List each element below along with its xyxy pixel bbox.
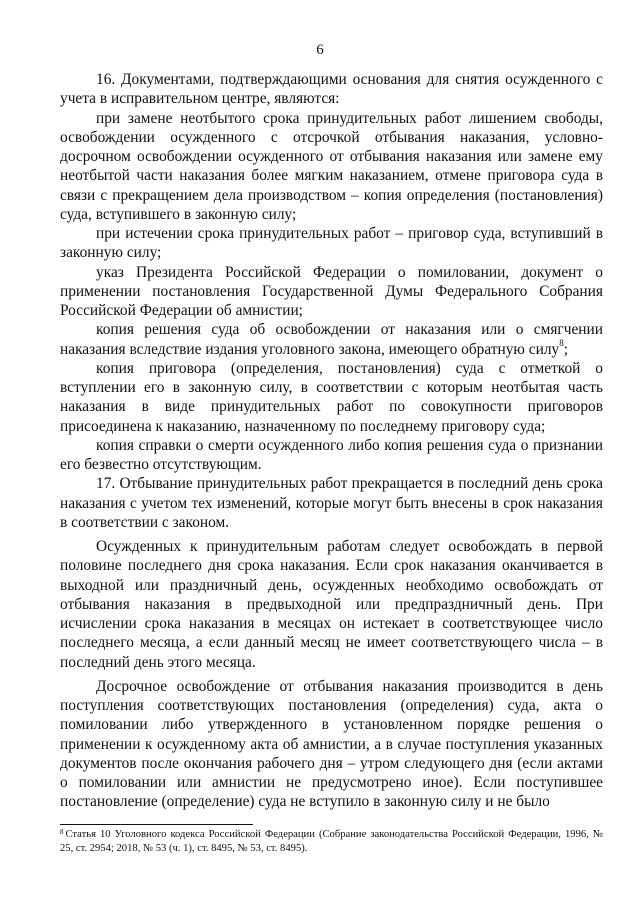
paragraph-court-decision bbox=[60, 320, 603, 359]
paragraph-17: 17. Отбывание принудительных работ прекращается в последний день срока наказания с учетом тех изменений, которые могут быть внесены в срок наказания в соответствии с законом. bbox=[60, 475, 603, 531]
footnote-divider bbox=[60, 824, 253, 825]
paragraph-16-intro: 16. Документами, подтверждающими основания для снятия осужденного с учета в исправительном центре, являются: bbox=[60, 71, 603, 108]
page-number: 6 bbox=[316, 42, 324, 58]
paragraph-early-release: Досрочное освобождение от отбывания наказания производится в день поступления соответствующих постановления (определения) суда, акта о помиловании либо утвержденного в установленном порядке решения о применении к осужденному акта об амнистии, а в случае поступления указанных документов после окончания рабочего дня – утром следующего дня (если актами о помиловании или амнистии не предусмотрено иное). Если поступившее постановление (определение) суда не вступило в законную силу и не было bbox=[60, 677, 603, 811]
paragraph-pardon-decree: указ Президента Российской Федерации о помиловании, документ о применении постановления Государственной Думы Федерального Собрания Российской Федерации об амнистии; bbox=[60, 263, 603, 319]
paragraph-death-certificate: копия справки о смерти осужденного либо копия решения суда о признании его безвестно отсутствующим. bbox=[60, 436, 603, 473]
footnote-reference[interactable]: 8 bbox=[559, 338, 564, 349]
body-text bbox=[60, 70, 603, 812]
paragraph-release-timing: Осужденных к принудительным работам следует освобождать в первой половине последнего дня срока наказания. Если срок наказания оканчивается в выходной или праздничный день, осужденных необходимо освобождать от отбывания наказания в предвыходной или предпраздничный день. При исчислении срока наказания в месяцах он истекает в соответствующее число последнего месяца, а если данный месяц не имеет соответствующего числа – в последний день этого месяца. bbox=[60, 538, 603, 671]
paragraph-replacement-case: при замене неотбытого срока принудительных работ лишением свободы, освобождении осужденного с отсрочкой отбывания наказания, условно-досрочном освобождении осужденного от отбывания наказания или замене ему неотбытой части наказания более мягким наказанием, отмене приговора суда в связи с прекращением дела производством – копия определения (постановления) суда, вступившего в законную силу; bbox=[60, 109, 603, 223]
footnote-text: Статья 10 Уголовного кодекса Российской Федерации (Собрание законодательства Российской Федерации, 1996, № 25, ст. 2954; 2018, № 53 (ч. 1), ст. 8495, № 53, ст. 8495). bbox=[60, 829, 603, 854]
footnote-mark: 8 bbox=[60, 828, 64, 836]
paragraph-court-decision-end: ; bbox=[563, 340, 569, 358]
paragraph-term-expiry: при истечении срока принудительных работ – приговор суда, вступивший в законную силу; bbox=[60, 225, 603, 262]
paragraph-court-decision-text: копия решения суда об освобождении от наказания или о смягчении наказания вследствие издания уголовного закона, имеющего обратную силу bbox=[60, 321, 603, 358]
footnote bbox=[60, 828, 603, 855]
paragraph-sentence-copy: копия приговора (определения, постановления) суда с отметкой о вступлении его в законную силу, в соответствии с которым неотбытая часть наказания в виде принудительных работ по совокупности приговоров присоединена к наказанию, назначенному по последнему приговору суда; bbox=[60, 359, 603, 435]
